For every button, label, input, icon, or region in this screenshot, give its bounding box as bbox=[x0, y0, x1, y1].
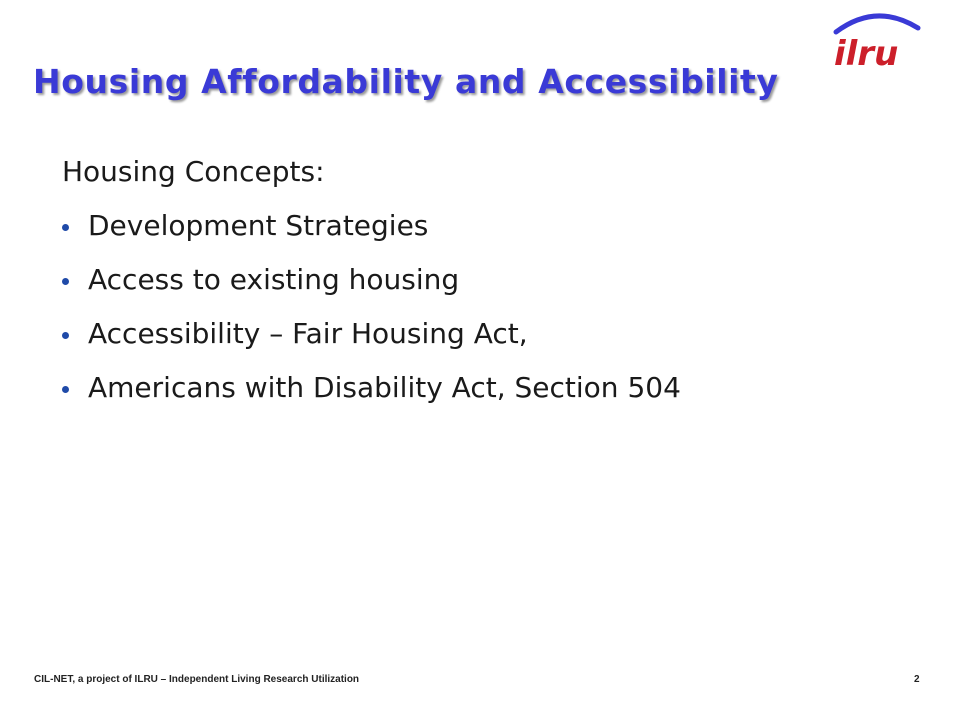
slide-content bbox=[62, 152, 922, 422]
bullet-text: Development Strategies bbox=[88, 209, 429, 242]
bullet-item bbox=[62, 206, 922, 246]
page-number: 2 bbox=[914, 674, 920, 685]
bullet-icon bbox=[62, 332, 69, 339]
bullet-text: Access to existing housing bbox=[88, 263, 460, 296]
bullet-list bbox=[62, 206, 922, 408]
bullet-item bbox=[62, 368, 922, 408]
bullet-item bbox=[62, 314, 922, 354]
bullet-item bbox=[62, 260, 922, 300]
bullet-text: Americans with Disability Act, Section 504 bbox=[88, 371, 681, 404]
slide-title: Housing Affordability and Accessibility bbox=[33, 62, 779, 101]
bullet-text: Accessibility – Fair Housing Act, bbox=[88, 317, 528, 350]
logo-wordmark: ilru bbox=[834, 34, 899, 72]
bullet-icon bbox=[62, 278, 69, 285]
bullet-icon bbox=[62, 224, 69, 231]
bullet-icon bbox=[62, 386, 69, 393]
logo-arc bbox=[836, 16, 918, 32]
intro-text: Housing Concepts: bbox=[62, 155, 325, 188]
footer-text: CIL-NET, a project of ILRU – Independent Living Research Utilization bbox=[34, 674, 360, 685]
